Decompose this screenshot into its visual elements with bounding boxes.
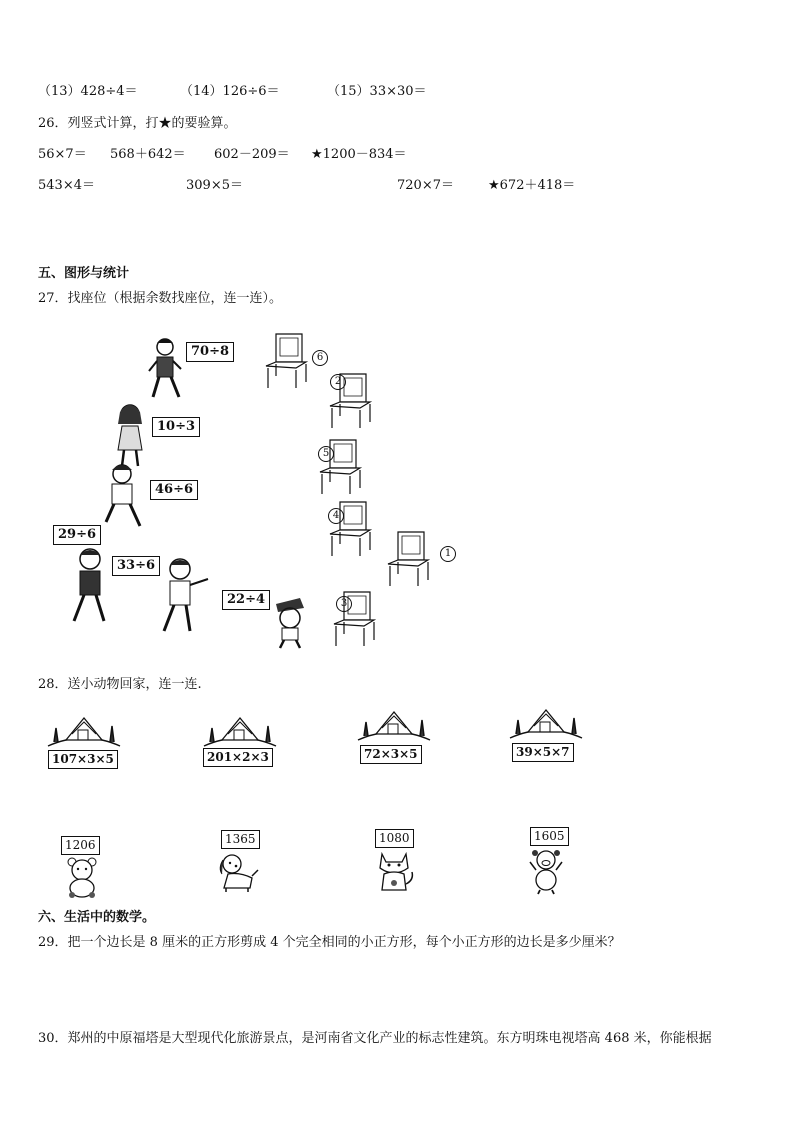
kid-expression: 70÷8 (186, 342, 234, 362)
question-30: 30．郑州的中原福塔是大型现代化旅游景点，是河南省文化产业的标志性建筑。东方明珠电视塔高 468 米，你能根据 (38, 1031, 712, 1046)
animal-number: 1080 (375, 829, 414, 848)
animal-number: 1365 (221, 830, 260, 849)
dog-icon (214, 852, 260, 894)
seat-number: 2 (330, 374, 346, 390)
calc-item: 720×7＝ (397, 178, 454, 193)
calc-item: 309×5＝ (186, 178, 243, 193)
problem-14: （14）126÷6＝ (180, 84, 280, 99)
chair-icon (262, 332, 312, 390)
seat-number: 3 (336, 596, 352, 612)
kid-expression: 10÷3 (152, 417, 200, 437)
house-expression: 39×5×7 (512, 743, 574, 762)
house-icon (508, 704, 584, 740)
kid-figure (66, 545, 114, 625)
kid-figure (100, 460, 148, 530)
problem-15: （15）33×30＝ (327, 84, 427, 99)
kid-figure (145, 335, 189, 405)
calc-item: 543×4＝ (38, 178, 95, 193)
house-icon (202, 712, 278, 748)
house-icon (46, 712, 122, 748)
kid-expression: 29÷6 (53, 525, 101, 545)
question-26-title: 26．列竖式计算，打★的要验算。 (38, 116, 237, 131)
animal-number: 1605 (530, 827, 569, 846)
seat-number: 1 (440, 546, 456, 562)
seat-number: 5 (318, 446, 334, 462)
kid-expression: 33÷6 (112, 556, 160, 576)
house-expression: 72×3×5 (360, 745, 422, 764)
calc-item: ★672＋418＝ (488, 178, 576, 193)
house-icon (356, 706, 432, 742)
calc-item: 568＋642＝ (110, 147, 186, 162)
calc-item: ★1200－834＝ (311, 147, 407, 162)
calc-item: 602－209＝ (214, 147, 290, 162)
pig-icon (526, 848, 566, 894)
kid-figure (262, 594, 312, 650)
kid-figure (150, 555, 210, 635)
cat-icon (372, 850, 416, 894)
seat-number: 6 (312, 350, 328, 366)
house-expression: 107×3×5 (48, 750, 118, 769)
calc-item: 56×7＝ (38, 147, 87, 162)
section-5-title: 五、图形与统计 (38, 266, 130, 281)
kid-expression: 46÷6 (150, 480, 198, 500)
animal-number: 1206 (61, 836, 100, 855)
seat-number: 4 (328, 508, 344, 524)
bear-icon (62, 856, 102, 898)
section-6-title: 六、生活中的数学。 (38, 910, 156, 925)
kid-expression: 22÷4 (222, 590, 270, 610)
house-expression: 201×2×3 (203, 748, 273, 767)
question-28-title: 28．送小动物回家，连一连. (38, 677, 202, 692)
question-27-title: 27．找座位（根据余数找座位，连一连）。 (38, 291, 283, 306)
chair-icon (384, 530, 434, 588)
problem-13: （13）428÷4＝ (38, 84, 138, 99)
question-29: 29．把一个边长是 8 厘米的正方形剪成 4 个完全相同的小正方形，每个小正方形的边长是多少厘米？ (38, 935, 621, 950)
